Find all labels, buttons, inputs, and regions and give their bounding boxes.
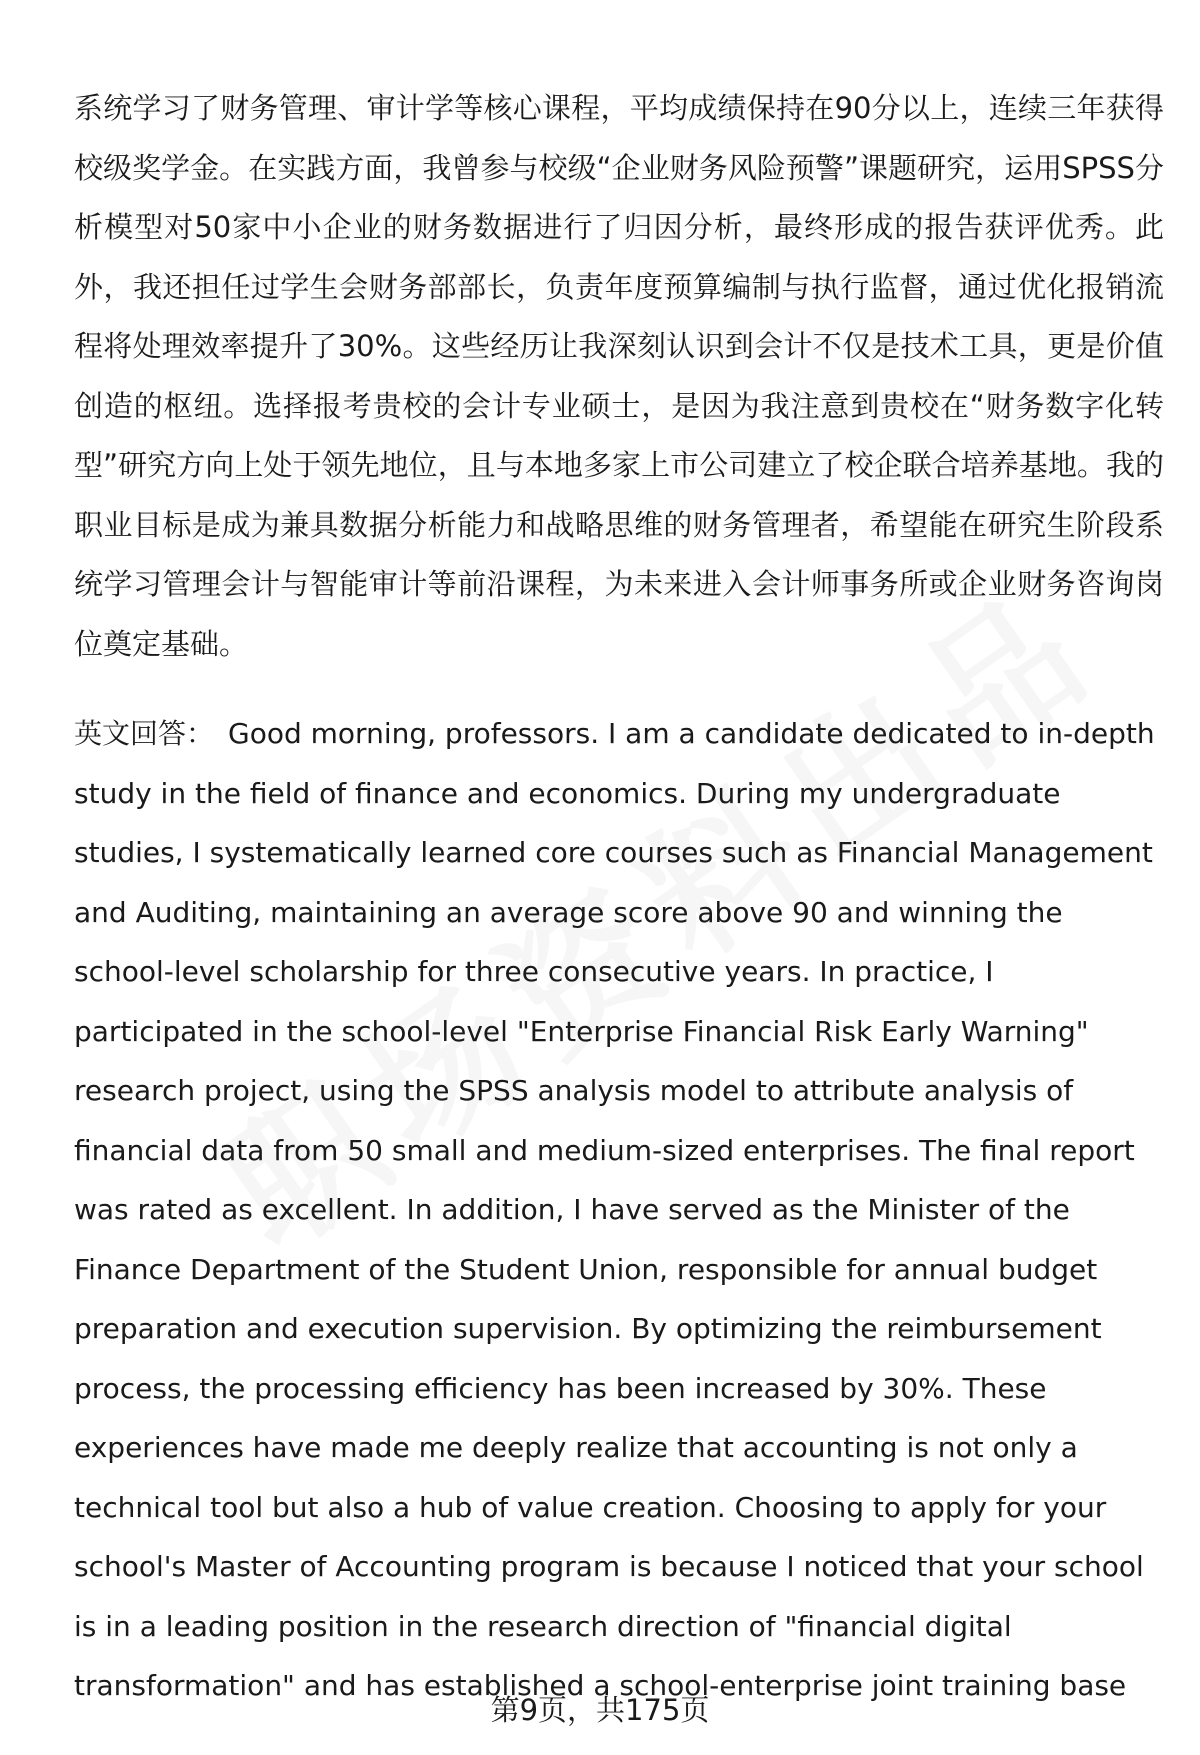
english-answer-label: 英文回答： <box>74 717 215 750</box>
page-indicator: 第9页，共175页 <box>490 1693 710 1727</box>
english-answer-text: Good morning, professors. I am a candidate dedicated to in-depth study in the field of finance and economics. During my undergraduate studies, I systematically learned core courses such as Financial Management and Auditing, maintaining an average score above 90 and winning the school-level scholarship for three consecutive years. In practice, I participated in the school-level "Enterprise Financial Risk Early Warning" research project, using the SPSS analysis model to attribute analysis of financial data from 50 small and medium-sized enterprises. The final report was rated as excellent. In addition, I have served as the Minister of the Finance Department of the Student Union, responsible for annual budget preparation and execution supervision. By optimizing the reimbursement process, the processing efficiency has been increased by 30%. These experiences have made me deeply realize that accounting is not only a technical tool but also a hub of value creation. Choosing to apply for your school's Master of Accounting program is because I noticed that your school is in a leading position in the research direction of "financial digital transformation" and has established a school-enterprise joint training base <box>74 717 1155 1702</box>
page-footer <box>0 1690 1200 1730</box>
chinese-answer-paragraph: 系统学习了财务管理、审计学等核心课程，平均成绩保持在90分以上，连续三年获得校级奖学金。在实践方面，我曾参与校级“企业财务风险预警”课题研究，运用SPSS分析模型对50家中小企业的财务数据进行了归因分析，最终形成的报告获评优秀。此外，我还担任过学生会财务部部长，负责年度预算编制与执行监督，通过优化报销流程将处理效率提升了30%。这些经历让我深刻认识到会计不仅是技术工具，更是价值创造的枢纽。选择报考贵校的会计专业硕士，是因为我注意到贵校在“财务数字化转型”研究方向上处于领先地位，且与本地多家上市公司建立了校企联合培养基地。我的职业目标是成为兼具数据分析能力和战略思维的财务管理者，希望能在研究生阶段系统学习管理会计与智能审计等前沿课程，为未来进入会计师事务所或企业财务咨询岗位奠定基础。 <box>74 91 1164 661</box>
english-answer-paragraph <box>74 704 1164 1716</box>
